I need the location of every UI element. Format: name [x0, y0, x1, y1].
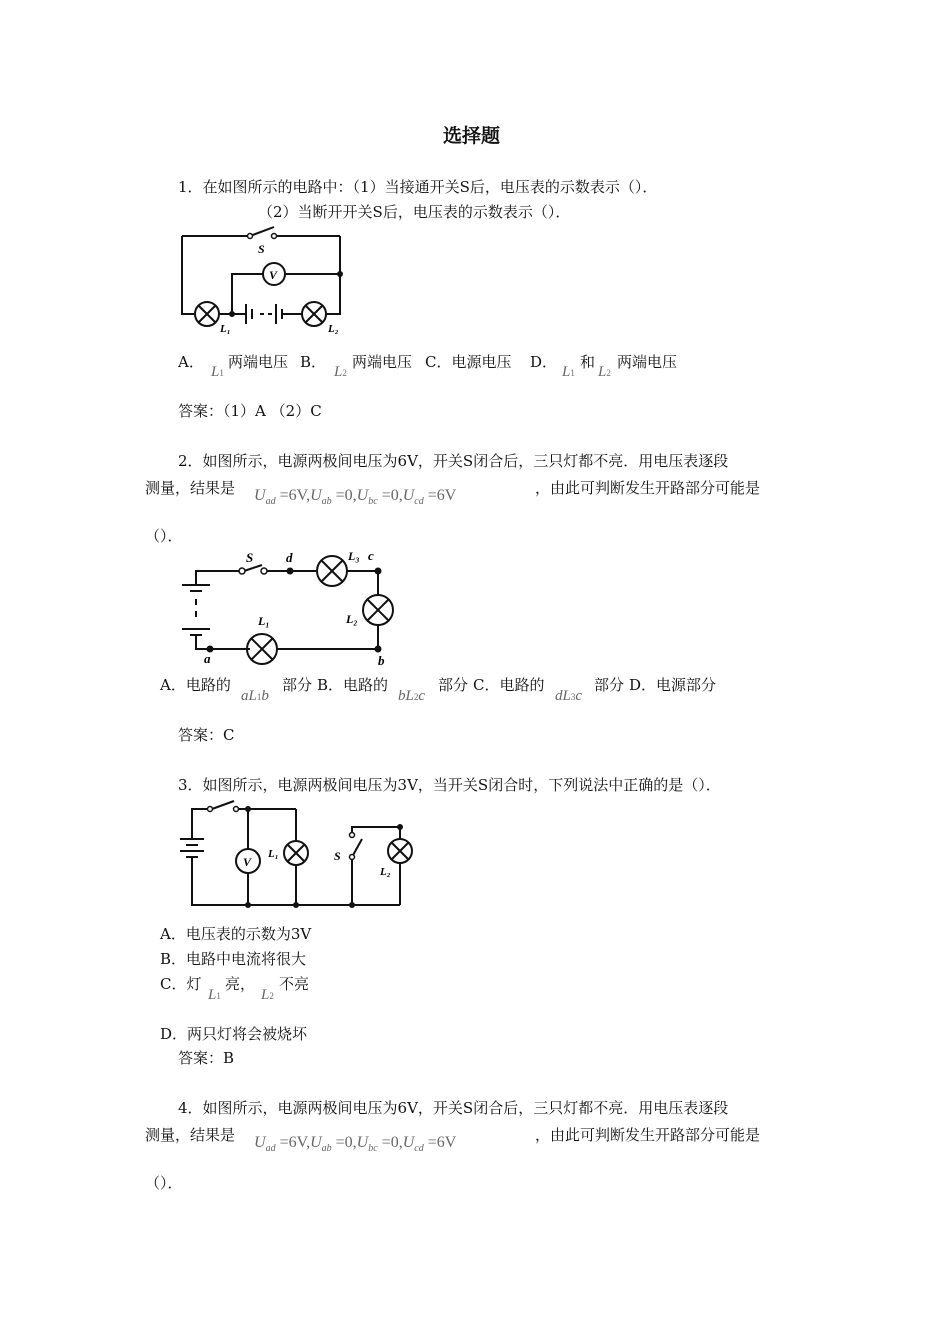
- q3-answer: 答案：B: [178, 1049, 235, 1067]
- page-title: 选择题: [443, 125, 501, 147]
- q1-circuit-figure: [170, 224, 370, 336]
- q2-option-a-prefix: A．电路的: [160, 676, 231, 694]
- q2-formula: $U_{ad} =6V,U_{ab} =0,U_{bc} =0,U_{cd} =6V$: [254, 487, 457, 508]
- q4-formula: $U_{ad} =6V,U_{ab} =0,U_{bc} =0,U_{cd} =6V$: [254, 1134, 457, 1155]
- q2-label-b: b: [378, 653, 385, 668]
- q1-option-d-symbol-2: L2: [598, 364, 611, 380]
- q2-stem-line1: 2．如图所示，电源两极间电压为6V，开关S闭合后，三只灯都不亮．用电压表逐段: [178, 452, 729, 470]
- q3-option-c-l2: L2: [261, 987, 274, 1003]
- q1-option-b-text: 两端电压: [352, 353, 413, 371]
- q3-option-d: D．两只灯将会被烧坏: [160, 1025, 308, 1043]
- q3-option-c-l1: L1: [208, 987, 221, 1003]
- q2-wire-top-left: [196, 571, 242, 585]
- q1-label-meter: V: [269, 268, 278, 282]
- q2-option-c-math: dL3c: [555, 688, 583, 704]
- q2-label-l3: L₃: [348, 549, 360, 563]
- q4-stem-line1: 4．如图所示，电源两极间电压为6V，开关S闭合后，三只灯都不亮．用电压表逐段: [178, 1099, 729, 1117]
- q1-switch-blade: [250, 227, 274, 236]
- q3-s-branch-top: [352, 827, 400, 839]
- q1-option-b-prefix: B．: [300, 353, 327, 371]
- q1-label-switch: S: [258, 242, 265, 256]
- q2-option-c-suffix: 部分: [594, 676, 625, 694]
- q1-option-a-prefix: A．: [178, 353, 204, 371]
- q2-option-a-math: aL1b: [241, 688, 269, 704]
- q1-option-d-and: 和: [580, 353, 596, 371]
- q2-label-l2: L₂: [346, 612, 358, 626]
- q1-stem-line2: （2）当断开开关S后，电压表的示数表示（）．: [258, 203, 571, 221]
- q3-circuit-figure: [170, 797, 420, 912]
- q2-option-c-prefix: C．电路的: [473, 676, 545, 694]
- q2-option-b-suffix: 部分: [438, 676, 469, 694]
- q3-stem-line1: 3．如图所示，电源两极间电压为3V，当开关S闭合时，下列说法中正确的是（）．: [178, 776, 721, 794]
- q2-label-a: a: [204, 651, 211, 666]
- q1-answer: 答案：（1）A （2）C: [178, 402, 322, 420]
- q2-option-b-math: bL2c: [398, 688, 426, 704]
- q2-stem-line2-suffix: ，由此可判断发生开路部分可能是: [535, 479, 761, 497]
- q2-label-d: d: [286, 550, 293, 565]
- q3-option-b: B．电路中电流将很大: [160, 950, 307, 968]
- q2-wire-top-right: [347, 571, 378, 595]
- q1-label-l2: L₂: [328, 323, 339, 335]
- q3-option-c-suffix: 不亮: [279, 975, 310, 993]
- q3-label-l2: L₂: [380, 866, 391, 878]
- q1-meter-wire-left: [232, 274, 263, 314]
- q2-option-a-suffix: 部分: [282, 676, 313, 694]
- q2-circuit-figure: [170, 543, 410, 673]
- q1-option-d-text: 两端电压: [617, 353, 678, 371]
- q1-wire-left: [182, 236, 194, 314]
- q3-wire-top-left: [192, 809, 210, 839]
- q1-option-a-symbol: L1: [211, 364, 224, 380]
- q4-stem-line2-prefix: 测量，结果是: [145, 1126, 236, 1144]
- q1-option-c: C．电源电压: [425, 353, 512, 371]
- q2-option-d: D．电源部分: [629, 676, 717, 694]
- q3-main-switch: [212, 801, 234, 809]
- q3-label-meter: V: [243, 855, 252, 869]
- q3-label-l1: L₁: [268, 848, 279, 860]
- q2-stem-line3: （）．: [145, 527, 183, 545]
- q3-option-c-mid: 亮，: [225, 975, 256, 993]
- q2-option-b-prefix: B．电路的: [317, 676, 389, 694]
- q2-label-c: c: [368, 548, 374, 563]
- q4-stem-line3: （）．: [145, 1174, 183, 1192]
- q3-option-c-prefix: C．灯: [160, 975, 202, 993]
- q1-option-d-prefix: D．: [530, 353, 558, 371]
- q3-option-a: A．电压表的示数为3V: [160, 925, 312, 943]
- q1-option-d-symbol-1: L1: [562, 364, 575, 380]
- q1-stem-line1: 1．在如图所示的电路中：（1）当接通开关S后，电压表的示数表示（）．: [178, 178, 658, 196]
- q2-switch-blade: [244, 565, 262, 571]
- q1-option-b-symbol: L2: [334, 364, 347, 380]
- q2-answer: 答案：C: [178, 726, 235, 744]
- q3-label-s: S: [334, 849, 341, 863]
- q1-label-l1: L₁: [220, 323, 231, 335]
- q2-wire-bottom-left: [196, 635, 250, 649]
- q4-stem-line2-suffix: ，由此可判断发生开路部分可能是: [535, 1126, 761, 1144]
- q2-stem-line2-prefix: 测量，结果是: [145, 479, 236, 497]
- q1-option-a-text: 两端电压: [228, 353, 289, 371]
- q2-label-switch: S: [246, 550, 254, 565]
- q2-label-l1: L₁: [258, 614, 270, 628]
